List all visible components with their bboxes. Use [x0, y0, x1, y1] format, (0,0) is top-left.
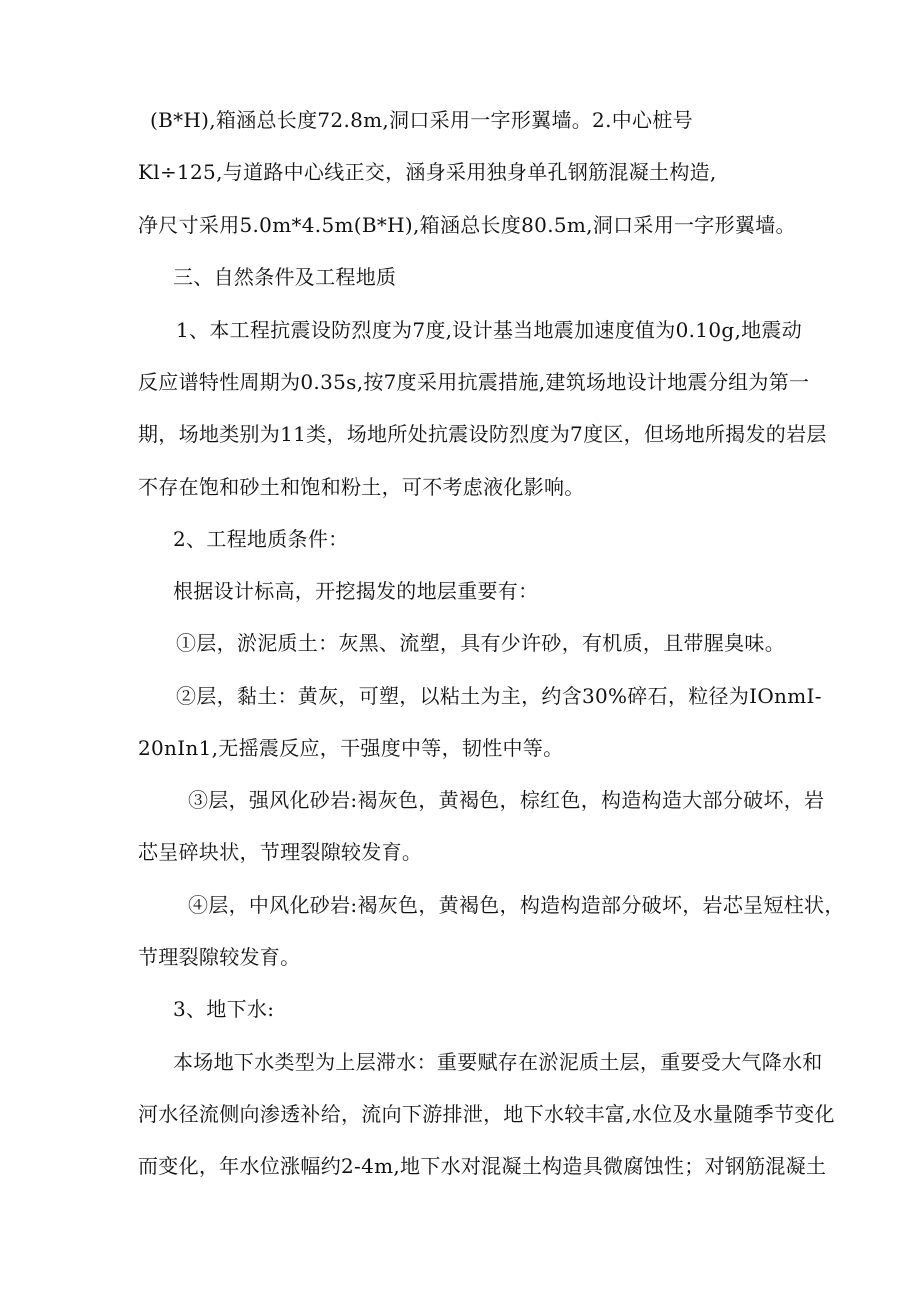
paragraph-line: 净尺寸采用5.0m*4.5m(B*H),箱涵总长度80.5m,洞口采用一字形翼墙。: [138, 213, 796, 237]
paragraph-line: ②层，黏土：黄灰，可塑，以粘土为主，约含30%碎石，粒径为IOnmI-: [176, 684, 822, 708]
paragraph-line: 河水径流侧向渗透补给，流向下游排泄，地下水较丰富,水位及水量随季节变化: [138, 1102, 835, 1126]
paragraph-line: 而变化，年水位涨幅约2-4m,地下水对混凝土构造具微腐蚀性；对钢筋混凝土: [138, 1154, 827, 1178]
section-heading: 三、自然条件及工程地质: [173, 265, 397, 289]
paragraph-line: ①层，淤泥质土：灰黑、流塑，具有少许砂，有机质，且带腥臭味。: [176, 631, 785, 655]
paragraph-line: 期，场地类别为11类，场地所处抗震设防烈度为7度区，但场地所揭发的岩层: [138, 422, 827, 446]
paragraph-line: 1、本工程抗震设防烈度为7度,设计基当地震加速度值为0.10g,地震动: [176, 318, 802, 342]
paragraph-line: 本场地下水类型为上层滞水：重要赋存在淤泥质土层，重要受大气降水和: [173, 1050, 823, 1074]
paragraph-line: 根据设计标高，开挖揭发的地层重要有：: [173, 579, 539, 603]
paragraph-line: 20nIn1,无摇震反应，干强度中等，韧性中等。: [138, 736, 564, 760]
paragraph-line: 芯呈碎块状，节理裂隙较发育。: [138, 840, 423, 864]
paragraph-line: ③层，强风化砂岩:褐灰色，黄褐色，棕红色，构造构造大部分破坏，岩: [188, 788, 825, 812]
paragraph-line: 不存在饱和砂土和饱和粉土，可不考虑液化影响。: [138, 475, 585, 499]
paragraph-line: ④层，中风化砂岩:褐灰色，黄褐色，构造构造部分破坏，岩芯呈短柱状，: [188, 893, 845, 917]
subsection-heading: 3、地下水:: [173, 997, 275, 1021]
paragraph-line: Kl÷125,与道路中心线正交，涵身采用独身单孔钢筋混凝土构造,: [138, 160, 717, 184]
paragraph-line: 节理裂隙较发育。: [138, 945, 301, 969]
subsection-heading: 2、工程地质条件：: [173, 527, 349, 551]
paragraph-line: (B*H),箱涵总长度72.8m,洞口采用一字形翼墙。2.中心桩号: [150, 108, 693, 132]
paragraph-line: 反应谱特性周期为0.35s,按7度采用抗震措施,建筑场地设计地震分组为第一: [138, 370, 810, 394]
